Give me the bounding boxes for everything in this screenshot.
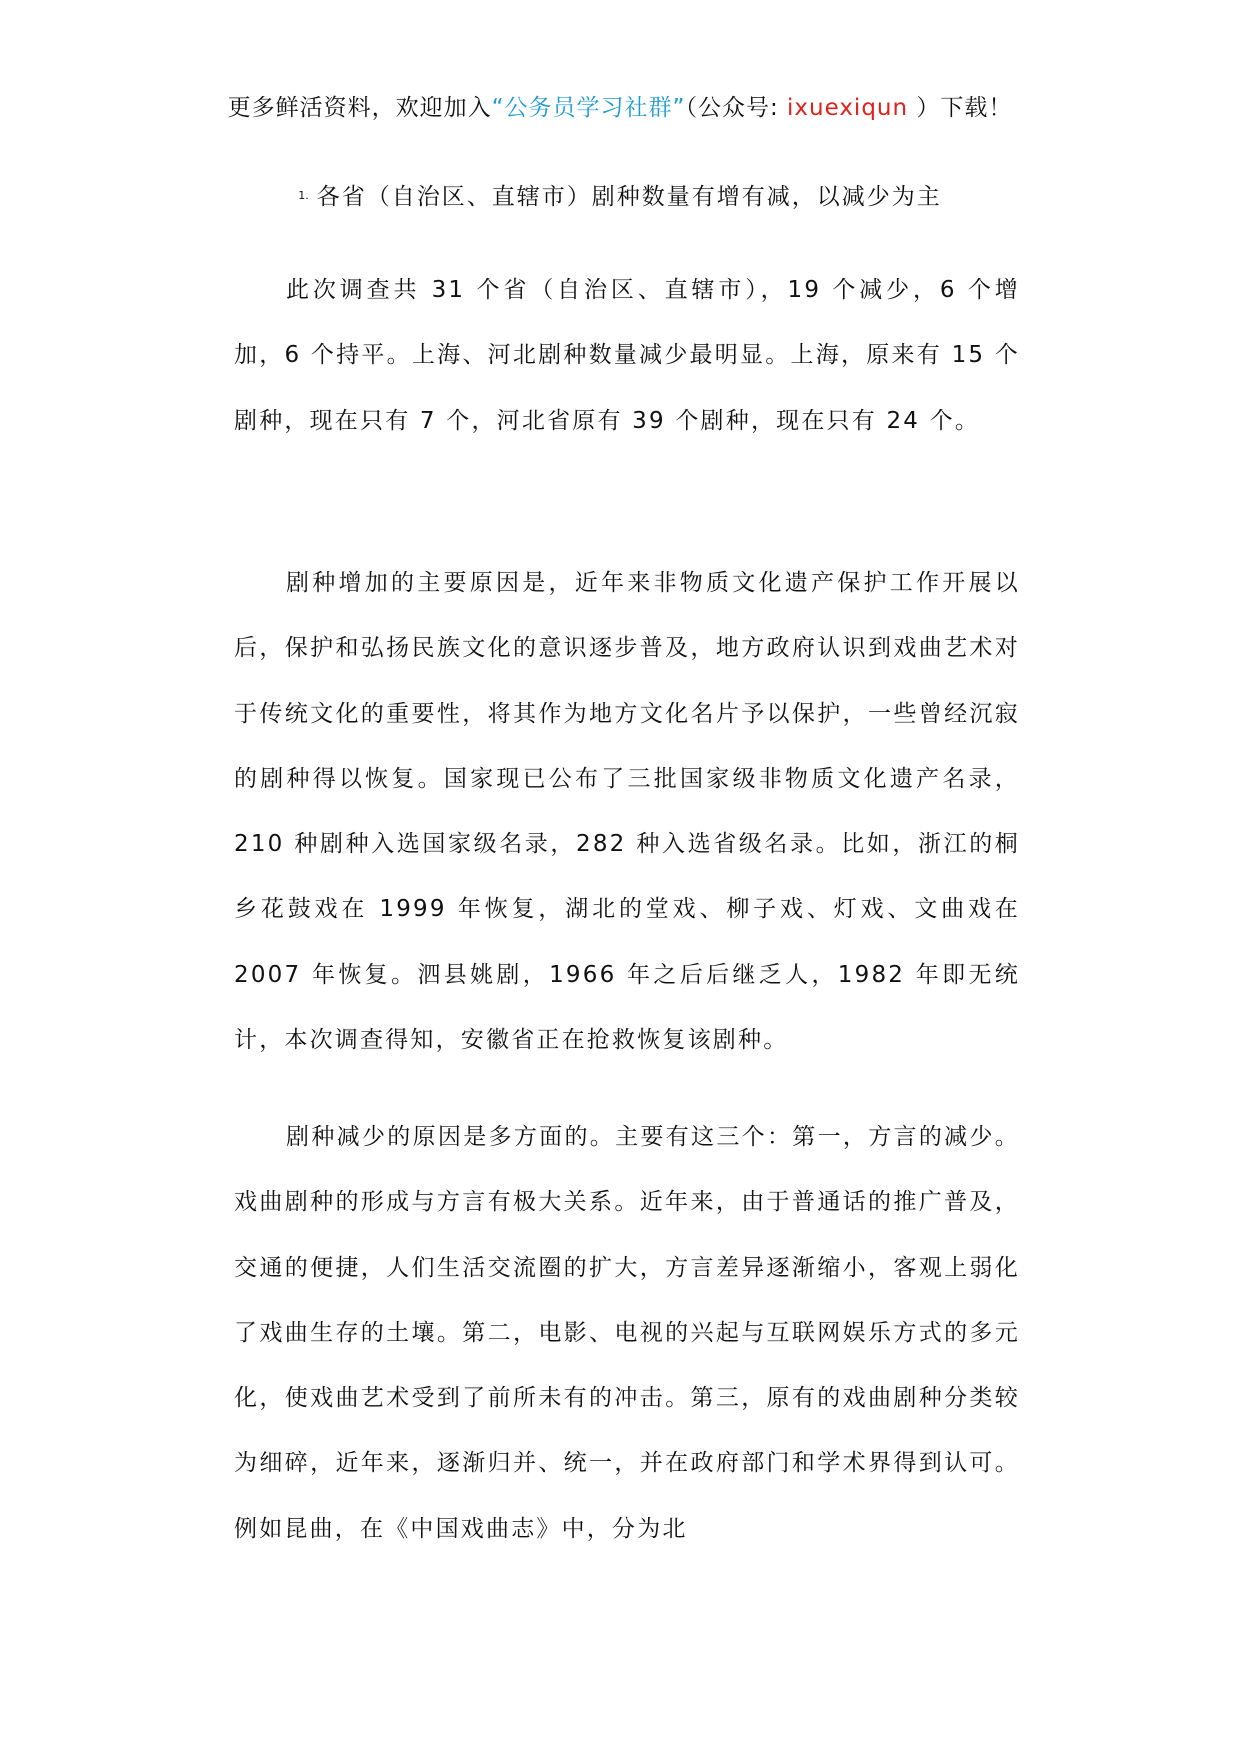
community-name: “公务员学习社群” — [491, 95, 686, 121]
section-heading — [0, 176, 1240, 217]
promo-text: 更多鲜活资料，欢迎加入 — [227, 95, 492, 121]
section-title: 各省（自治区、直辖市）剧种数量有增有减，以减少为主 — [316, 184, 942, 210]
promo-suffix: ）下载！ — [916, 95, 1013, 121]
section-number: 1. — [298, 189, 309, 202]
promo-header — [0, 88, 1240, 128]
paragraph: 剧种增加的主要原因是，近年来非物质文化遗产保护工作开展以后，保护和弘扬民族文化的意识逐步普及，地方政府认识到戏曲艺术对于传统文化的重要性，将其作为地方文化名片予以保护，一些曾经沉寂的剧种得以恢复。国家现已公布了三批国家级非物质文化遗产名录，210 种剧种入选国家级名录，282 种入选省级名录。比如，浙江的桐乡花鼓戏在 1999 年恢复，湖北的堂戏、柳子戏、灯戏、文曲戏在 2007 年恢复。泗县姚剧，1966 年之后后继乏人，1982 年即无统计，本次调查得知，安徽省正在抢救恢复该剧种。 — [234, 570, 1020, 1054]
paragraph: 此次调查共 31 个省（自治区、直辖市），19 个减少，6 个增加，6 个持平。上海、河北剧种数量减少最明显。上海，原来有 15 个剧种，现在只有 7 个，河北省原有 39 个剧种，现在只有 24 个。 — [234, 277, 1020, 434]
account-id: ixuexiqun — [787, 95, 909, 121]
paragraph: 剧种减少的原因是多方面的。主要有这三个：第一，方言的减少。戏曲剧种的形成与方言有极大关系。近年来，由于普通话的推广普及，交通的便捷，人们生活交流圈的扩大，方言差异逐渐缩小，客观上弱化了戏曲生存的土壤。第二，电影、电视的兴起与互联网娱乐方式的多元化，使戏曲艺术受到了前所未有的冲击。第三，原有的戏曲剧种分类较为细碎，近年来，逐渐归并、统一，并在政府部门和学术界得到认可。例如昆曲，在《中国戏曲志》中，分为北 — [234, 1124, 1020, 1542]
promo-account-label: （公众号: — [685, 95, 779, 121]
